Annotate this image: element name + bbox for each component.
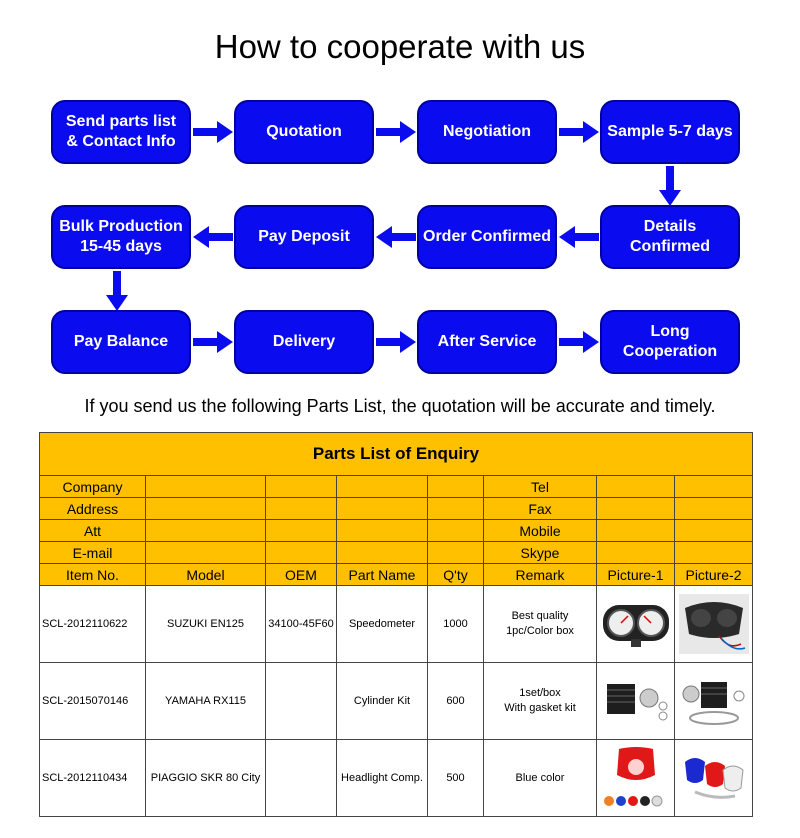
arrow-right-icon [376, 121, 416, 143]
info-value[interactable] [146, 476, 266, 498]
arrow-left-icon [559, 226, 599, 248]
col-qty: Q'ty [428, 564, 484, 586]
remark [484, 586, 597, 663]
qty: 1000 [428, 586, 484, 663]
step-bulk-production: Bulk Production 15-45 days [51, 205, 191, 269]
info-label: Company [40, 476, 146, 498]
table-row [40, 740, 753, 817]
parts-list-table [39, 432, 753, 817]
oem [266, 740, 337, 817]
remark-line: 1set/box [519, 687, 561, 699]
info-value[interactable] [146, 498, 266, 520]
step-order-confirmed: Order Confirmed [417, 205, 557, 269]
arrow-right-icon [376, 331, 416, 353]
item-no: SCL-2012110434 [40, 740, 146, 817]
intro-text: If you send us the following Parts List, the quotation will be accurate and timely. [84, 396, 716, 416]
info-label: Address [40, 498, 146, 520]
step-details-confirmed: Details Confirmed [600, 205, 740, 269]
info-row [40, 476, 753, 498]
arrow-right-icon [559, 121, 599, 143]
part-name: Speedometer [337, 586, 428, 663]
model: SUZUKI EN125 [146, 586, 266, 663]
info-row [40, 542, 753, 564]
part-name: Cylinder Kit [337, 663, 428, 740]
info-label: Mobile [484, 520, 597, 542]
page-title: How to cooperate with us [214, 28, 586, 65]
column-header-row [40, 564, 753, 586]
info-row [40, 520, 753, 542]
table-row [40, 586, 753, 663]
info-label: Skype [484, 542, 597, 564]
qty: 500 [428, 740, 484, 817]
step-pay-deposit: Pay Deposit [234, 205, 374, 269]
info-row [40, 498, 753, 520]
picture-2 [675, 740, 753, 817]
remark-line: Best quality [511, 610, 569, 622]
step-long-cooperation: Long Cooperation [600, 310, 740, 374]
info-label: Fax [484, 498, 597, 520]
step-after-service: After Service [417, 310, 557, 374]
col-picture-2: Picture-2 [675, 564, 753, 586]
oem [266, 663, 337, 740]
part-name: Headlight Comp. [337, 740, 428, 817]
item-no: SCL-2015070146 [40, 663, 146, 740]
arrow-down-icon [659, 166, 681, 206]
speedometer-housing-icon [679, 594, 749, 654]
step-send-parts-list: Send parts list & Contact Info [51, 100, 191, 164]
qty: 600 [428, 663, 484, 740]
info-label: E-mail [40, 542, 146, 564]
step-pay-balance: Pay Balance [51, 310, 191, 374]
picture-2 [675, 586, 753, 663]
info-value[interactable] [146, 542, 266, 564]
info-value[interactable] [597, 542, 675, 564]
oem: 34100-45F60 [266, 586, 337, 663]
remark-line: With gasket kit [504, 702, 576, 714]
col-remark: Remark [484, 564, 597, 586]
info-label: Att [40, 520, 146, 542]
step-sample: Sample 5-7 days [600, 100, 740, 164]
speedometer-icon [601, 599, 671, 649]
info-label: Tel [484, 476, 597, 498]
arrow-right-icon [193, 331, 233, 353]
arrow-down-icon [106, 271, 128, 311]
step-delivery: Delivery [234, 310, 374, 374]
col-item-no: Item No. [40, 564, 146, 586]
remark-line: 1pc/Color box [506, 625, 574, 637]
info-value[interactable] [597, 476, 675, 498]
model: YAMAHA RX115 [146, 663, 266, 740]
step-negotiation: Negotiation [417, 100, 557, 164]
picture-1 [597, 663, 675, 740]
info-value[interactable] [597, 520, 675, 542]
col-part-name: Part Name [337, 564, 428, 586]
picture-1 [597, 740, 675, 817]
step-quotation: Quotation [234, 100, 374, 164]
arrow-left-icon [376, 226, 416, 248]
arrow-right-icon [559, 331, 599, 353]
headlight-colors-icon [679, 748, 749, 808]
info-value[interactable] [146, 520, 266, 542]
model: PIAGGIO SKR 80 City [146, 740, 266, 817]
col-oem: OEM [266, 564, 337, 586]
table-row [40, 663, 753, 740]
table-caption: Parts List of Enquiry [40, 433, 753, 476]
flow-arrows [0, 0, 800, 390]
remark-line: Blue color [515, 771, 565, 784]
item-no: SCL-2012110622 [40, 586, 146, 663]
cylinder-gasket-icon [679, 676, 749, 726]
arrow-left-icon [193, 226, 233, 248]
remark [484, 663, 597, 740]
col-model: Model [146, 564, 266, 586]
headlight-icon [601, 745, 671, 811]
remark [484, 740, 597, 817]
arrow-right-icon [193, 121, 233, 143]
col-picture-1: Picture-1 [597, 564, 675, 586]
info-value[interactable] [597, 498, 675, 520]
picture-1 [597, 586, 675, 663]
cylinder-kit-icon [601, 676, 671, 726]
picture-2 [675, 663, 753, 740]
